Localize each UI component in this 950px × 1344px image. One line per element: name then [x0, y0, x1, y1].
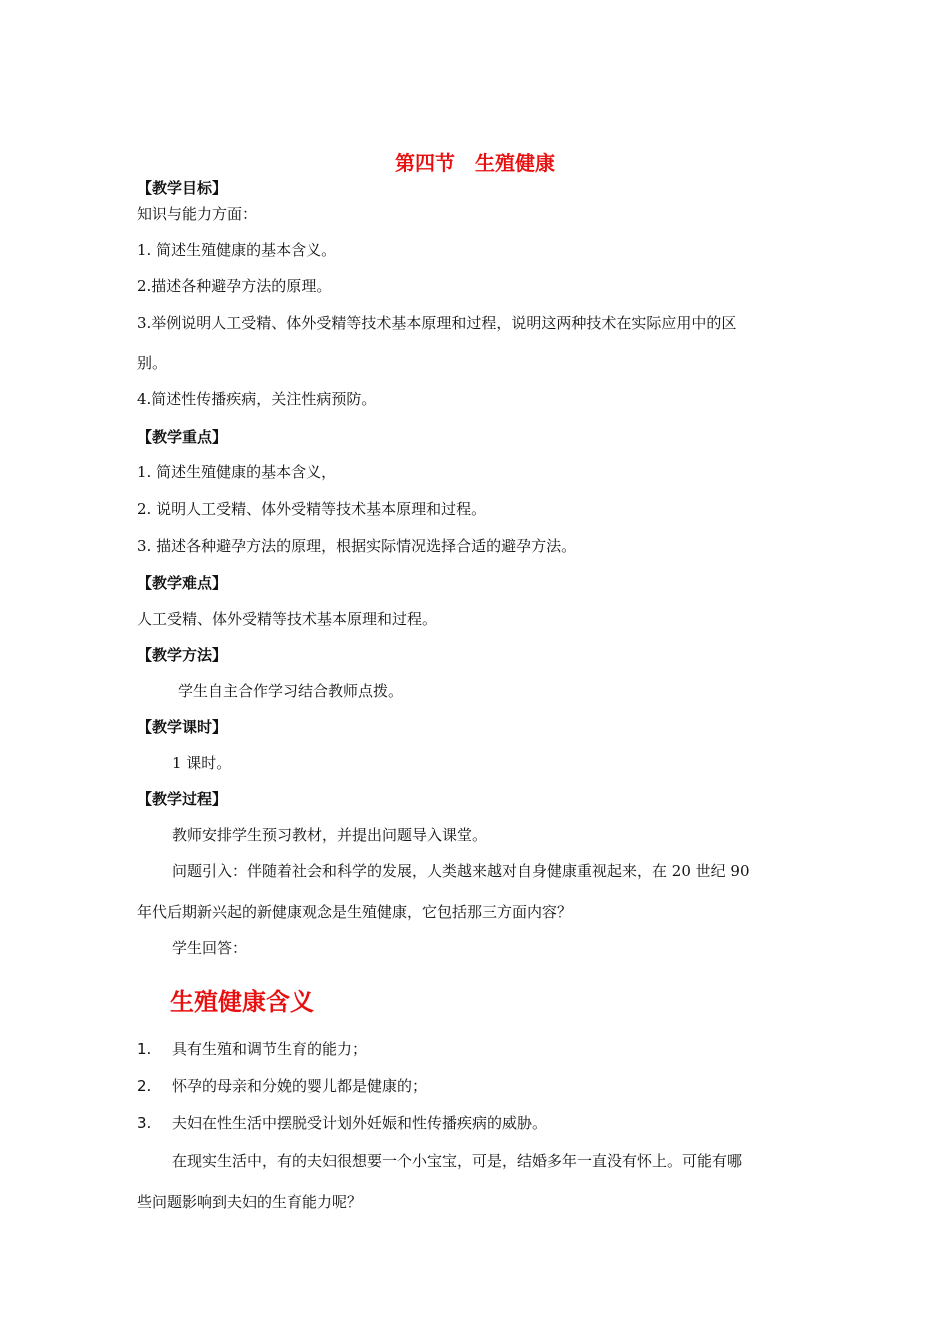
process-paragraph-2-line-1: 问题引入：伴随着社会和科学的发展，人类越来越对自身健康重视起来，在 20 世纪 90	[172, 862, 750, 880]
difficulty-text: 人工受精、体外受精等技术基本原理和过程。	[137, 610, 438, 628]
objective-item-3: 3.举例说明人工受精、体外受精等技术基本原理和过程，说明这两种技术在实际应用中的区	[137, 314, 737, 332]
process-paragraph-3: 学生回答：	[172, 939, 248, 957]
key-point-item-3: 3. 描述各种避孕方法的原理，根据实际情况选择合适的避孕方法。	[137, 537, 577, 555]
list-number-2: 2.	[137, 1077, 152, 1095]
objective-item-2: 2.描述各种避孕方法的原理。	[137, 277, 332, 295]
section-title: 生殖健康含义	[170, 988, 314, 1016]
objectives-intro: 知识与能力方面：	[137, 205, 258, 223]
method-heading: 【教学方法】	[137, 646, 228, 664]
objective-item-1: 1. 简述生殖健康的基本含义。	[137, 241, 337, 259]
process-paragraph-4-line-2: 些问题影响到夫妇的生育能力呢？	[137, 1193, 363, 1211]
document-title: 第四节 生殖健康	[395, 151, 555, 175]
key-point-item-2: 2. 说明人工受精、体外受精等技术基本原理和过程。	[137, 500, 487, 518]
list-item-3: 夫妇在性生活中摆脱受计划外妊娠和性传播疾病的威胁。	[172, 1114, 548, 1132]
process-heading: 【教学过程】	[137, 790, 228, 808]
process-paragraph-1: 教师安排学生预习教材，并提出问题导入课堂。	[172, 826, 488, 844]
hours-heading: 【教学课时】	[137, 718, 228, 736]
key-points-heading: 【教学重点】	[137, 428, 228, 446]
list-number-1: 1.	[137, 1040, 152, 1058]
list-item-2: 怀孕的母亲和分娩的婴儿都是健康的；	[172, 1077, 428, 1095]
difficulty-heading: 【教学难点】	[137, 574, 228, 592]
key-point-item-1: 1. 简述生殖健康的基本含义，	[137, 463, 337, 481]
process-paragraph-2-line-2: 年代后期新兴起的新健康观念是生殖健康，它包括那三方面内容？	[137, 903, 573, 921]
hours-text: 1 课时。	[172, 754, 232, 772]
list-item-1: 具有生殖和调节生育的能力；	[172, 1040, 368, 1058]
objective-item-3-cont: 别。	[137, 354, 168, 372]
objective-item-4: 4.简述性传播疾病，关注性病预防。	[137, 390, 377, 408]
process-paragraph-4-line-1: 在现实生活中，有的夫妇很想要一个小宝宝，可是，结婚多年一直没有怀上。可能有哪	[172, 1152, 743, 1170]
objectives-heading: 【教学目标】	[137, 179, 228, 197]
method-text: 学生自主合作学习结合教师点拨。	[178, 682, 404, 700]
list-number-3: 3.	[137, 1114, 152, 1132]
